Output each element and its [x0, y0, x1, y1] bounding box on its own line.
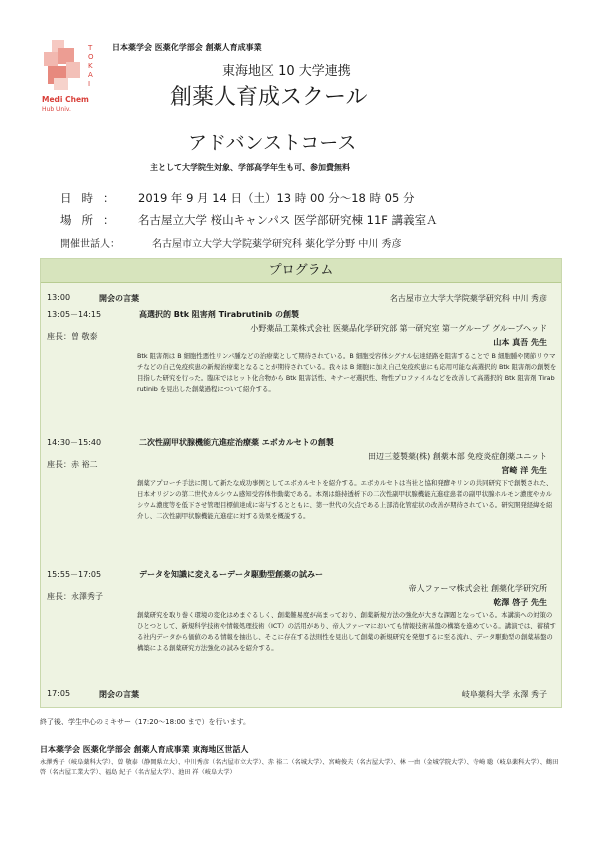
session-3-time: 15:55－17:05 [47, 570, 102, 579]
session-2-speaker: 宮崎 洋 先生 [501, 466, 547, 475]
closing-speaker: 岐阜薬科大学 永澤 秀子 [461, 690, 547, 699]
footer-title: 日本薬学会 医薬化学部会 創薬人育成事業 東海地区世話人 [40, 745, 249, 754]
program-box [40, 258, 562, 708]
closing-title: 閉会の言葉 [99, 690, 139, 699]
organizer-row [60, 235, 402, 250]
session-2-title: 二次性副甲状腺機能亢進症治療薬 エボカルセトの創製 [139, 438, 334, 447]
organizer-label: 開催世話人： [60, 239, 120, 250]
organizer-value: 名古屋市立大学大学院薬学研究科 薬化学分野 中川 秀彦 [152, 239, 402, 250]
session-1-chair: 座長：曽 敬泰 [47, 332, 98, 341]
session-1-abstract: Btk 阻害剤は B 細胞性悪性リンパ腫などの治療薬として期待されている。B 細胞受容体シグナル伝達経路を阻害することで B 細胞腫や関節リウマチなどの自己免疫疾患の新規治療薬となることが期待されている。我々は B 細胞に加え自己免疫疾患にも応用可能な高選択的 Btk 阻害剤の創製を目指した研究を行った。臨床ではヒット化合物から Btk 阻害活性、キナーゼ選択性、物性プロファイルなどを改善して高選択的 Btk 阻害剤 Tirabrutinib を見出した創薬過程について紹介する。 [137, 352, 557, 393]
place-row [60, 212, 438, 228]
session-2-affiliation: 田辺三菱製薬(株) 創薬本部 免疫炎症創薬ユニット [367, 452, 547, 461]
session-2-abstract: 創薬アプローチ手法に関して新たな成功事例としてエボカルセトを紹介する。エボカルセトは当社と協和発酵キリンの共同研究下で創製された、日本オリジンの第二世代カルシウム感知受容体作動薬である。本剤は維持透析下の二次性副甲状腺機能亢進症患者の副甲状腺ホルモン濃度やカルシウム濃度等を低下させ管理目標値達成に寄与するとともに、第一世代の欠点である上部消化管症状の改善が期待されている。研究開発経緯を紹介し、二次性副甲状腺機能亢進症に対する効果を概説する。 [137, 479, 553, 520]
session-3-title: データを知識に変えるーデータ駆動型創薬の試みー [139, 570, 323, 579]
svg-text:Medi Chem: Medi Chem [42, 95, 89, 104]
date-row [60, 190, 414, 206]
school-title: 創薬人育成スクール [170, 85, 368, 110]
svg-text:Hub Univ.: Hub Univ. [42, 106, 71, 113]
program-heading: プログラム [41, 259, 561, 283]
svg-text:K: K [88, 62, 93, 70]
tokai-logo [40, 38, 102, 116]
mixer-note: 終了後、学生中心のミキサー（17:20～18:00 まで）を行います。 [40, 718, 251, 726]
opening-title: 開会の言葉 [99, 294, 139, 303]
closing-time: 17:05 [47, 689, 71, 698]
place-value: 名古屋立大学 桜山キャンパス 医学部研究棟 11F 講義室Ａ [138, 213, 438, 227]
session-1-speaker: 山本 真吾 先生 [493, 338, 547, 347]
opening-time: 13:00 [47, 293, 71, 302]
svg-text:O: O [88, 53, 94, 61]
footer-members: 永澤秀子（岐阜薬科大学）、曽 敬泰（静岡県立大）、中川秀彦（名古屋市立大学）、赤 裕二（名城大学）、宮崎俊夫（名古屋大学）、林 一由（金城学院大学）、寺崎 聡（岐阜薬科大学）、鶴田 啓（名古屋工業大学）、福島 紀子（名古屋大学）、池田 祥（岐阜大学） [40, 759, 559, 776]
place-label: 場所： [60, 213, 125, 227]
organization-line: 日本薬学会 医薬化学部会 創薬人育成事業 [112, 43, 262, 52]
session-3-affiliation: 帝人ファーマ株式会社 創薬化学研究所 [408, 584, 547, 593]
session-3-speaker: 乾澤 啓子 先生 [493, 598, 547, 607]
session-1-time: 13:05－14:15 [47, 310, 102, 319]
target-audience: 主として大学院生対象、学部高学年生も可、参加費無料 [150, 163, 350, 172]
session-3-chair: 座長：永澤秀子 [47, 592, 103, 601]
svg-text:T: T [88, 44, 93, 52]
date-label: 日時： [60, 191, 125, 205]
session-3-abstract: 創薬研究を取り巻く環境の変化はめまぐるしく、創薬難易度が高まっており、創薬新規方法の強化が大きな課題となっている。本講演への対策のひとつとして、新規科学技術や情報処理技術（ICT）の活用があり、帝人ファーマにおいても情報技術基盤の構築を進めている。講演では、蓄積する社内データから価値のある情報を抽出し、そこに存在する法則性を見出して創薬の新規研究を発想するに至る流れ、データ駆動型の創薬基盤の構築による創薬研究方法強化の試みを紹介する。 [137, 611, 556, 652]
session-2-time: 14:30－15:40 [47, 438, 102, 447]
session-1-title: 高選択的 Btk 阻害剤 Tirabrutinib の創製 [139, 310, 300, 319]
session-1-affiliation: 小野薬品工業株式会社 医薬品化学研究部 第一研究室 第一グループ グループヘッド [250, 324, 547, 333]
course-title: アドバンストコース [188, 132, 357, 154]
svg-text:I: I [88, 80, 91, 88]
date-value: 2019 年 9 月 14 日（土）13 時 00 分～18 時 05 分 [138, 191, 415, 205]
svg-text:A: A [88, 71, 93, 79]
session-2-chair: 座長：赤 裕二 [47, 460, 98, 469]
consortium-subtitle: 東海地区 10 大学連携 [222, 64, 351, 79]
opening-speaker: 名古屋市立大学大学院薬学研究科 中川 秀彦 [389, 294, 547, 303]
